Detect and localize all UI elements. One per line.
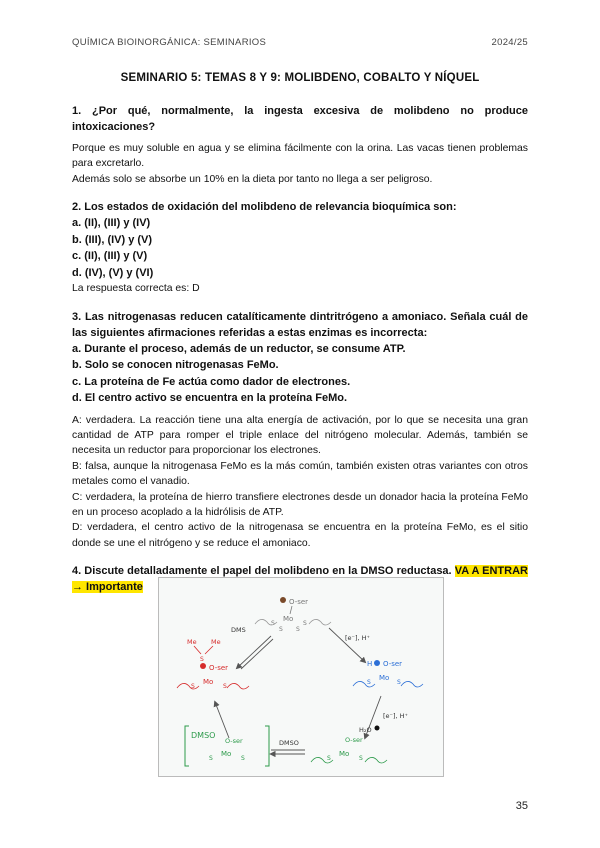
s-label: S [209, 755, 213, 762]
h-label: H [367, 660, 373, 668]
option-2c: c. (II), (III) y (V) [72, 250, 148, 263]
important-highlight: VA A ENTRAR → Importante [72, 565, 528, 594]
option-2a: a. (II), (III) y (IV) [72, 217, 151, 230]
h2o-label: H₂O [359, 726, 372, 734]
water-oxygen [375, 726, 380, 731]
option-2d: d. (IV), (V) y (VI) [72, 266, 154, 279]
answer-1-line-2: Además solo se absorbe un 10% en la dieta por tanto no llega a ser peligroso. [72, 173, 433, 185]
answer-3b: B: falsa, aunque la nitrogenasa FeMo es la más común, también existen otras variantes con otros metales como el vanadio. [72, 460, 528, 488]
oser-top-label: O-ser [289, 598, 309, 606]
dmso-reductase-cycle-figure [158, 577, 444, 777]
mo-right-label: Mo [379, 674, 390, 682]
option-3a: a. Durante el proceso, además de un reductor, se consume ATP. [72, 342, 406, 355]
mo-oh-complex [353, 660, 423, 687]
mo-dms-complex [177, 638, 249, 690]
s-label: S [271, 620, 275, 627]
mo-vi-complex [255, 597, 331, 633]
question-1: 1. ¿Por qué, normalmente, la ingesta excesiva de molibdeno no produce intoxicaciones? [72, 105, 528, 133]
oxo-atom [280, 597, 286, 603]
mo-dmso-label: Mo [221, 750, 232, 758]
s-label: S [359, 755, 363, 762]
option-2b: b. (III), (IV) y (V) [72, 233, 153, 246]
running-header-title: QUÍMICA BIOINORGÁNICA: SEMINARIOS [72, 37, 267, 48]
oxygen-atom [374, 660, 380, 666]
question-2: 2. Los estados de oxidación del molibdeno de relevancia bioquímica son: [72, 201, 457, 214]
answer-2: La respuesta correcta es: D [72, 283, 200, 295]
answer-3c: C: verdadera, la proteína de hierro transfiere electrones desde un donador hacia la proteína FeMo en un proceso acoplado a la hidrólisis de ATP. [72, 491, 528, 519]
oser-right-label: O-ser [383, 660, 403, 668]
oxygen-atom [200, 663, 206, 669]
question-3: 3. Las nitrogenasas reducen catalíticamente dintritrógeno a amoniaco. Señala cuál de las siguientes afirmaciones referidas a estas enzimas es incorrecta: [72, 310, 528, 339]
s-label: S [200, 656, 204, 663]
mo-bottom-label: Mo [339, 750, 350, 758]
page-content [72, 72, 528, 595]
e-h-top-label: [e⁻], H⁺ [345, 634, 370, 642]
oser-dmso-label: O-ser [225, 737, 243, 745]
me-label: Me [211, 638, 221, 646]
catalytic-cycle-diagram [159, 578, 443, 776]
e-h-right-label: [e⁻], H⁺ [383, 712, 408, 720]
oser-left-label: O-ser [209, 664, 229, 672]
dms-label: DMS [231, 626, 246, 634]
s-label: S [367, 679, 371, 686]
oser-bottom-label: O-ser [345, 736, 363, 744]
running-header-year: 2024/25 [491, 37, 528, 48]
s-label: S [241, 755, 245, 762]
page-number: 35 [515, 800, 528, 812]
mo-left-label: Mo [203, 678, 214, 686]
s-label: S [223, 683, 227, 690]
option-3d: d. El centro activo se encuentra en la proteína FeMo. [72, 392, 348, 405]
option-3c: c. La proteína de Fe actúa como dador de electrones. [72, 375, 351, 388]
s-label: S [296, 626, 300, 633]
mo-top-label: Mo [283, 615, 294, 623]
dmso-box-label: DMSO [191, 731, 216, 740]
s-label: S [279, 626, 283, 633]
me-label: Me [187, 638, 197, 646]
s-label: S [327, 755, 331, 762]
mo-iv-complex [311, 736, 387, 763]
answer-3a: A: verdadera. La reacción tiene una alta energía de activación, por lo que se necesita una gran cantidad de ATP para romper el triple enlace del nitrógeno molecular. Además, también se necesita un reductor para proporcionar los electrones. [72, 414, 528, 457]
s-label: S [397, 679, 401, 686]
option-3b: b. Solo se conocen nitrogenasas FeMo. [72, 359, 279, 372]
s-label: S [303, 620, 307, 627]
dmso-arrow-label: DMSO [279, 739, 299, 747]
question-4-text: 4. Discute detalladamente el papel del molibdeno en la DMSO reductasa. [72, 565, 452, 578]
answer-1-line-1: Porque es muy soluble en agua y se elimina fácilmente con la orina. Las vacas tienen problemas para excretarlo. [72, 143, 528, 170]
s-label: S [191, 683, 195, 690]
page-title: SEMINARIO 5: TEMAS 8 Y 9: MOLIBDENO, COBALTO Y NÍQUEL [120, 72, 480, 84]
answer-3d: D: verdadera, el centro activo de la nitrogenasa se encuentra en la proteína FeMo, es el sitio donde se une el nitrógeno y se reduce el amoniaco. [72, 522, 528, 549]
